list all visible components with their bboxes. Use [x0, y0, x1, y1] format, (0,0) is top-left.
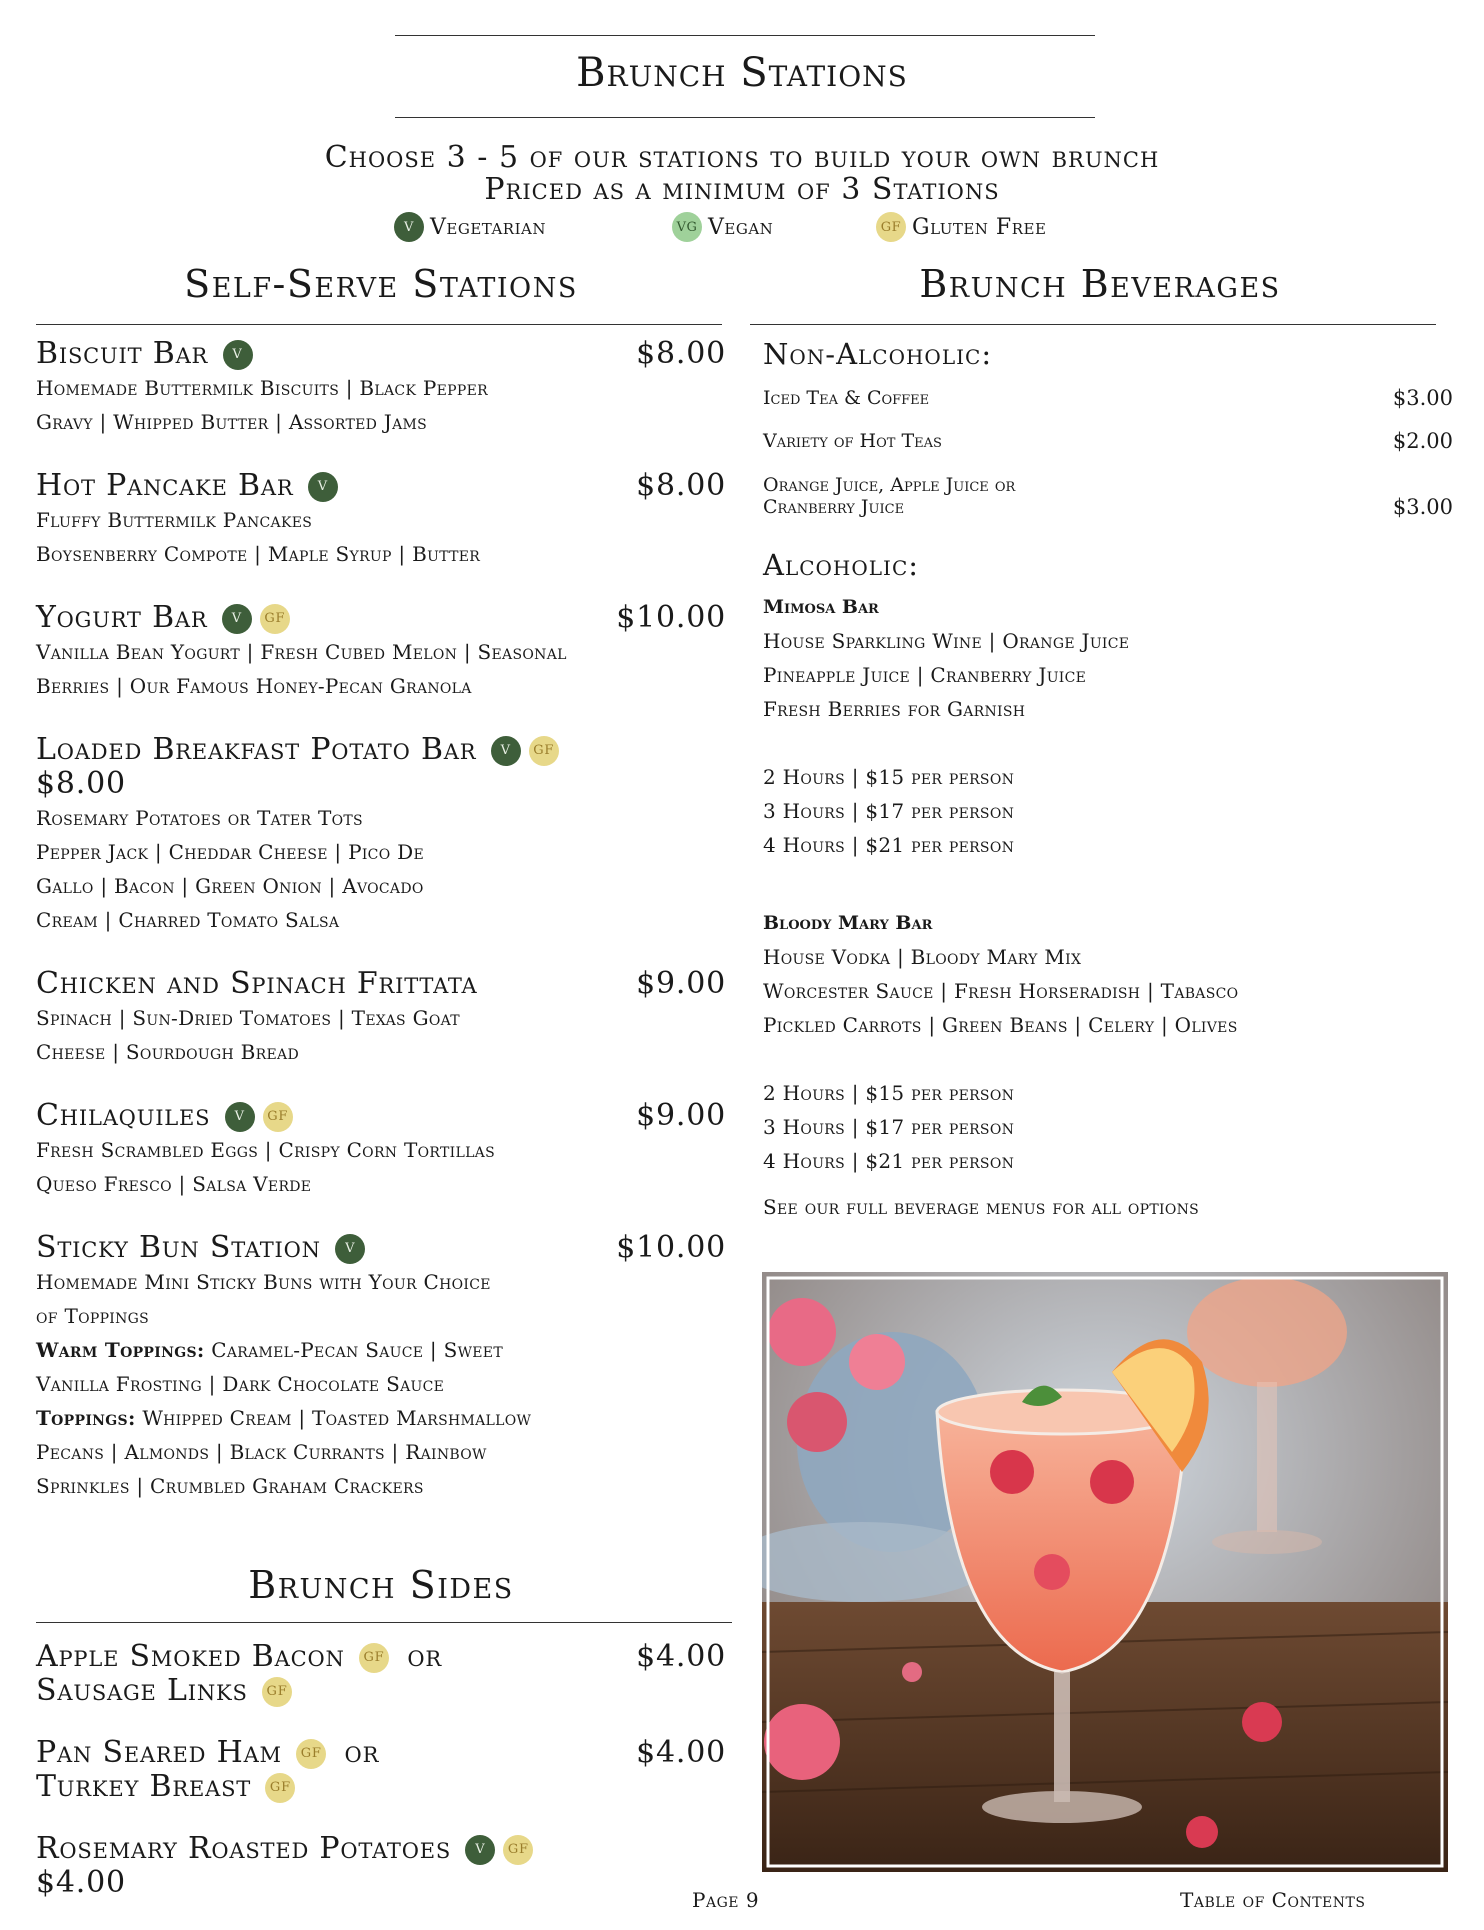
desc-line: Pecans | Almonds | Black Currants | Rainbow	[36, 1440, 487, 1464]
intro-text	[0, 142, 1484, 206]
station-chilaquiles	[36, 1099, 726, 1201]
pricing-line: 3 Hours | $17 per person	[763, 1115, 1015, 1139]
pricing-line: 4 Hours | $21 per person	[763, 833, 1015, 857]
pricing-line: 3 Hours | $17 per person	[763, 799, 1015, 823]
desc-line: Fresh Scrambled Eggs | Crispy Corn Tortillas	[36, 1138, 495, 1162]
beverage-name: Orange Juice, Apple Juice or	[763, 474, 1016, 496]
desc-line: Boysenberry Compote | Maple Syrup | Butter	[36, 542, 481, 566]
desc-line: Homemade Buttermilk Biscuits | Black Pepper	[36, 376, 488, 400]
beverage-price: $2.00	[1392, 429, 1453, 453]
desc-line: Cheese | Sourdough Bread	[36, 1040, 299, 1064]
beverage-name: Variety of Hot Teas	[763, 430, 942, 452]
self-serve-title: Self-Serve Stations	[184, 262, 578, 306]
cocktail-illustration	[762, 1272, 1448, 1872]
bloody-mary-bar-heading: Bloody Mary Bar	[763, 912, 933, 934]
desc-line: Berries | Our Famous Honey-Pecan Granola	[36, 674, 472, 698]
desc-line: Rosemary Potatoes or Tater Tots	[36, 806, 363, 830]
side-ham-turkey	[36, 1736, 726, 1804]
legend-vegan	[672, 212, 773, 242]
pricing-line: 2 Hours | $15 per person	[763, 765, 1015, 789]
station-frittata	[36, 967, 726, 1069]
sides-title: Brunch Sides	[248, 1563, 514, 1607]
station-price: $10.00	[616, 1230, 726, 1265]
station-sticky-bun	[36, 1231, 726, 1503]
side-name: Pan Seared Ham	[36, 1735, 282, 1770]
station-price: $8.00	[636, 336, 726, 371]
beverage-row	[763, 430, 1453, 452]
gluten-free-badge-icon: GF	[359, 1643, 389, 1673]
station-description	[36, 1001, 726, 1069]
station-description	[36, 371, 726, 439]
beverage-name: Iced Tea & Coffee	[763, 387, 930, 409]
vegetarian-badge-icon: V	[491, 736, 521, 766]
station-price: $8.00	[36, 766, 126, 801]
desc-line: House Sparkling Wine | Orange Juice	[763, 629, 1130, 653]
beverage-row	[763, 474, 1453, 518]
beverages-list	[763, 337, 1453, 1224]
desc-line: Pineapple Juice | Cranberry Juice	[763, 663, 1087, 687]
gluten-free-badge-icon: GF	[265, 1773, 295, 1803]
desc-line: Homemade Mini Sticky Buns with Your Choice	[36, 1270, 491, 1294]
toppings-label: Toppings:	[36, 1406, 136, 1430]
legend-vegetarian-label: Vegetarian	[430, 214, 546, 240]
pricing-line: 2 Hours | $15 per person	[763, 1081, 1015, 1105]
station-name: Loaded Breakfast Potato Bar	[36, 732, 477, 767]
vegan-badge-icon: VG	[672, 212, 702, 242]
legend-gluten-free-label: Gluten Free	[912, 214, 1047, 240]
desc-line: Gravy | Whipped Butter | Assorted Jams	[36, 410, 428, 434]
desc-line: Pickled Carrots | Green Beans | Celery | Olives	[763, 1013, 1238, 1037]
desc-text: Caramel-Pecan Sauce | Sweet	[211, 1338, 503, 1362]
beverage-menu-note: See our full beverage menus for all options	[763, 1195, 1200, 1219]
vegetarian-badge-icon: V	[335, 1234, 365, 1264]
intro-line-2: Priced as a minimum of 3 Stations	[484, 172, 1000, 207]
side-price: $4.00	[36, 1865, 126, 1900]
desc-line: Sprinkles | Crumbled Graham Crackers	[36, 1474, 424, 1498]
mimosa-bar-heading: Mimosa Bar	[763, 596, 879, 618]
desc-line: Queso Fresco | Salsa Verde	[36, 1172, 312, 1196]
side-rosemary-potatoes	[36, 1832, 726, 1900]
beverages-rule	[750, 324, 1436, 325]
gluten-free-badge-icon: GF	[260, 604, 290, 634]
station-price: $9.00	[636, 966, 726, 1001]
pricing-line: 4 Hours | $21 per person	[763, 1149, 1015, 1173]
station-description	[36, 1133, 726, 1201]
desc-line: Gallo | Bacon | Green Onion | Avocado	[36, 874, 424, 898]
vegetarian-badge-icon: V	[394, 212, 424, 242]
legend-vegan-label: Vegan	[708, 214, 774, 240]
station-hot-pancake-bar	[36, 469, 726, 571]
desc-line: Spinach | Sun-Dried Tomatoes | Texas Goat	[36, 1006, 460, 1030]
station-name: Chicken and Spinach Frittata	[36, 966, 478, 1001]
station-description	[36, 635, 726, 703]
desc-line: Pepper Jack | Cheddar Cheese | Pico De	[36, 840, 424, 864]
desc-text: Whipped Cream | Toasted Marshmallow	[142, 1406, 532, 1430]
station-description	[36, 503, 726, 571]
table-of-contents-link[interactable]: Table of Contents	[1180, 1888, 1366, 1912]
mimosa-bar-description	[763, 624, 1453, 862]
side-price: $4.00	[636, 1639, 726, 1674]
station-name: Chilaquiles	[36, 1098, 211, 1133]
vegetarian-badge-icon: V	[308, 472, 338, 502]
warm-toppings-label: Warm Toppings:	[36, 1338, 205, 1362]
legend-gluten-free	[876, 212, 1046, 242]
desc-line: House Vodka | Bloody Mary Mix	[763, 945, 1082, 969]
station-yogurt-bar	[36, 601, 726, 703]
station-name: Biscuit Bar	[36, 336, 209, 371]
intro-line-1: Choose 3 - 5 of our stations to build your own brunch	[324, 140, 1160, 175]
side-bacon-sausage	[36, 1640, 726, 1708]
beverages-title: Brunch Beverages	[919, 262, 1281, 306]
station-name: Yogurt Bar	[36, 600, 208, 635]
desc-line: Fresh Berries for Garnish	[763, 697, 1026, 721]
gluten-free-badge-icon: GF	[529, 736, 559, 766]
desc-line	[36, 1401, 726, 1435]
legend-vegetarian	[394, 212, 546, 242]
side-name: Turkey Breast	[36, 1769, 252, 1804]
station-loaded-potato-bar	[36, 733, 726, 937]
alcoholic-heading: Alcoholic:	[763, 548, 920, 582]
station-price: $9.00	[636, 1098, 726, 1133]
station-name: Sticky Bun Station	[36, 1230, 321, 1265]
desc-line: Fluffy Buttermilk Pancakes	[36, 508, 313, 532]
station-price: $10.00	[616, 600, 726, 635]
beverage-price: $3.00	[1392, 386, 1453, 410]
desc-line: Vanilla Frosting | Dark Chocolate Sauce	[36, 1372, 445, 1396]
page-number: Page 9	[692, 1888, 760, 1912]
side-or: or	[407, 1639, 442, 1674]
non-alcoholic-heading: Non-Alcoholic:	[763, 337, 993, 371]
side-or: or	[344, 1735, 380, 1770]
desc-line: Worcester Sauce | Fresh Horseradish | Tabasco	[763, 979, 1239, 1003]
station-biscuit-bar	[36, 337, 726, 439]
desc-line: of Toppings	[36, 1304, 150, 1328]
side-price: $4.00	[636, 1735, 726, 1770]
self-serve-rule	[36, 324, 722, 325]
self-serve-list	[36, 337, 726, 1533]
beverage-row	[763, 387, 1453, 409]
desc-line: Cream | Charred Tomato Salsa	[36, 908, 340, 932]
beverage-price: $3.00	[1392, 495, 1453, 519]
vegetarian-badge-icon: V	[465, 1835, 495, 1865]
desc-line: Vanilla Bean Yogurt | Fresh Cubed Melon | Seasonal	[36, 640, 567, 664]
sides-rule	[36, 1622, 732, 1623]
side-name: Apple Smoked Bacon	[36, 1639, 345, 1674]
vegetarian-badge-icon: V	[225, 1102, 255, 1132]
side-name: Rosemary Roasted Potatoes	[36, 1831, 452, 1866]
header-bottom-rule	[395, 117, 1095, 118]
station-price: $8.00	[636, 468, 726, 503]
gluten-free-badge-icon: GF	[876, 212, 906, 242]
desc-line	[36, 1333, 726, 1367]
gluten-free-badge-icon: GF	[296, 1739, 326, 1769]
gluten-free-badge-icon: GF	[262, 1677, 292, 1707]
header-top-rule	[395, 35, 1095, 36]
vegetarian-badge-icon: V	[223, 340, 253, 370]
sangria-photo	[762, 1272, 1448, 1872]
sides-list	[36, 1640, 726, 1930]
gluten-free-badge-icon: GF	[503, 1835, 533, 1865]
side-name: Sausage Links	[36, 1673, 248, 1708]
dietary-legend	[0, 212, 1484, 246]
station-description	[36, 801, 726, 937]
gluten-free-badge-icon: GF	[263, 1102, 293, 1132]
vegetarian-badge-icon: V	[222, 604, 252, 634]
beverage-name: Cranberry Juice	[763, 496, 905, 518]
page-title: Brunch Stations	[576, 50, 908, 96]
station-description	[36, 1265, 726, 1503]
bloody-mary-bar-description	[763, 940, 1453, 1178]
station-name: Hot Pancake Bar	[36, 468, 294, 503]
